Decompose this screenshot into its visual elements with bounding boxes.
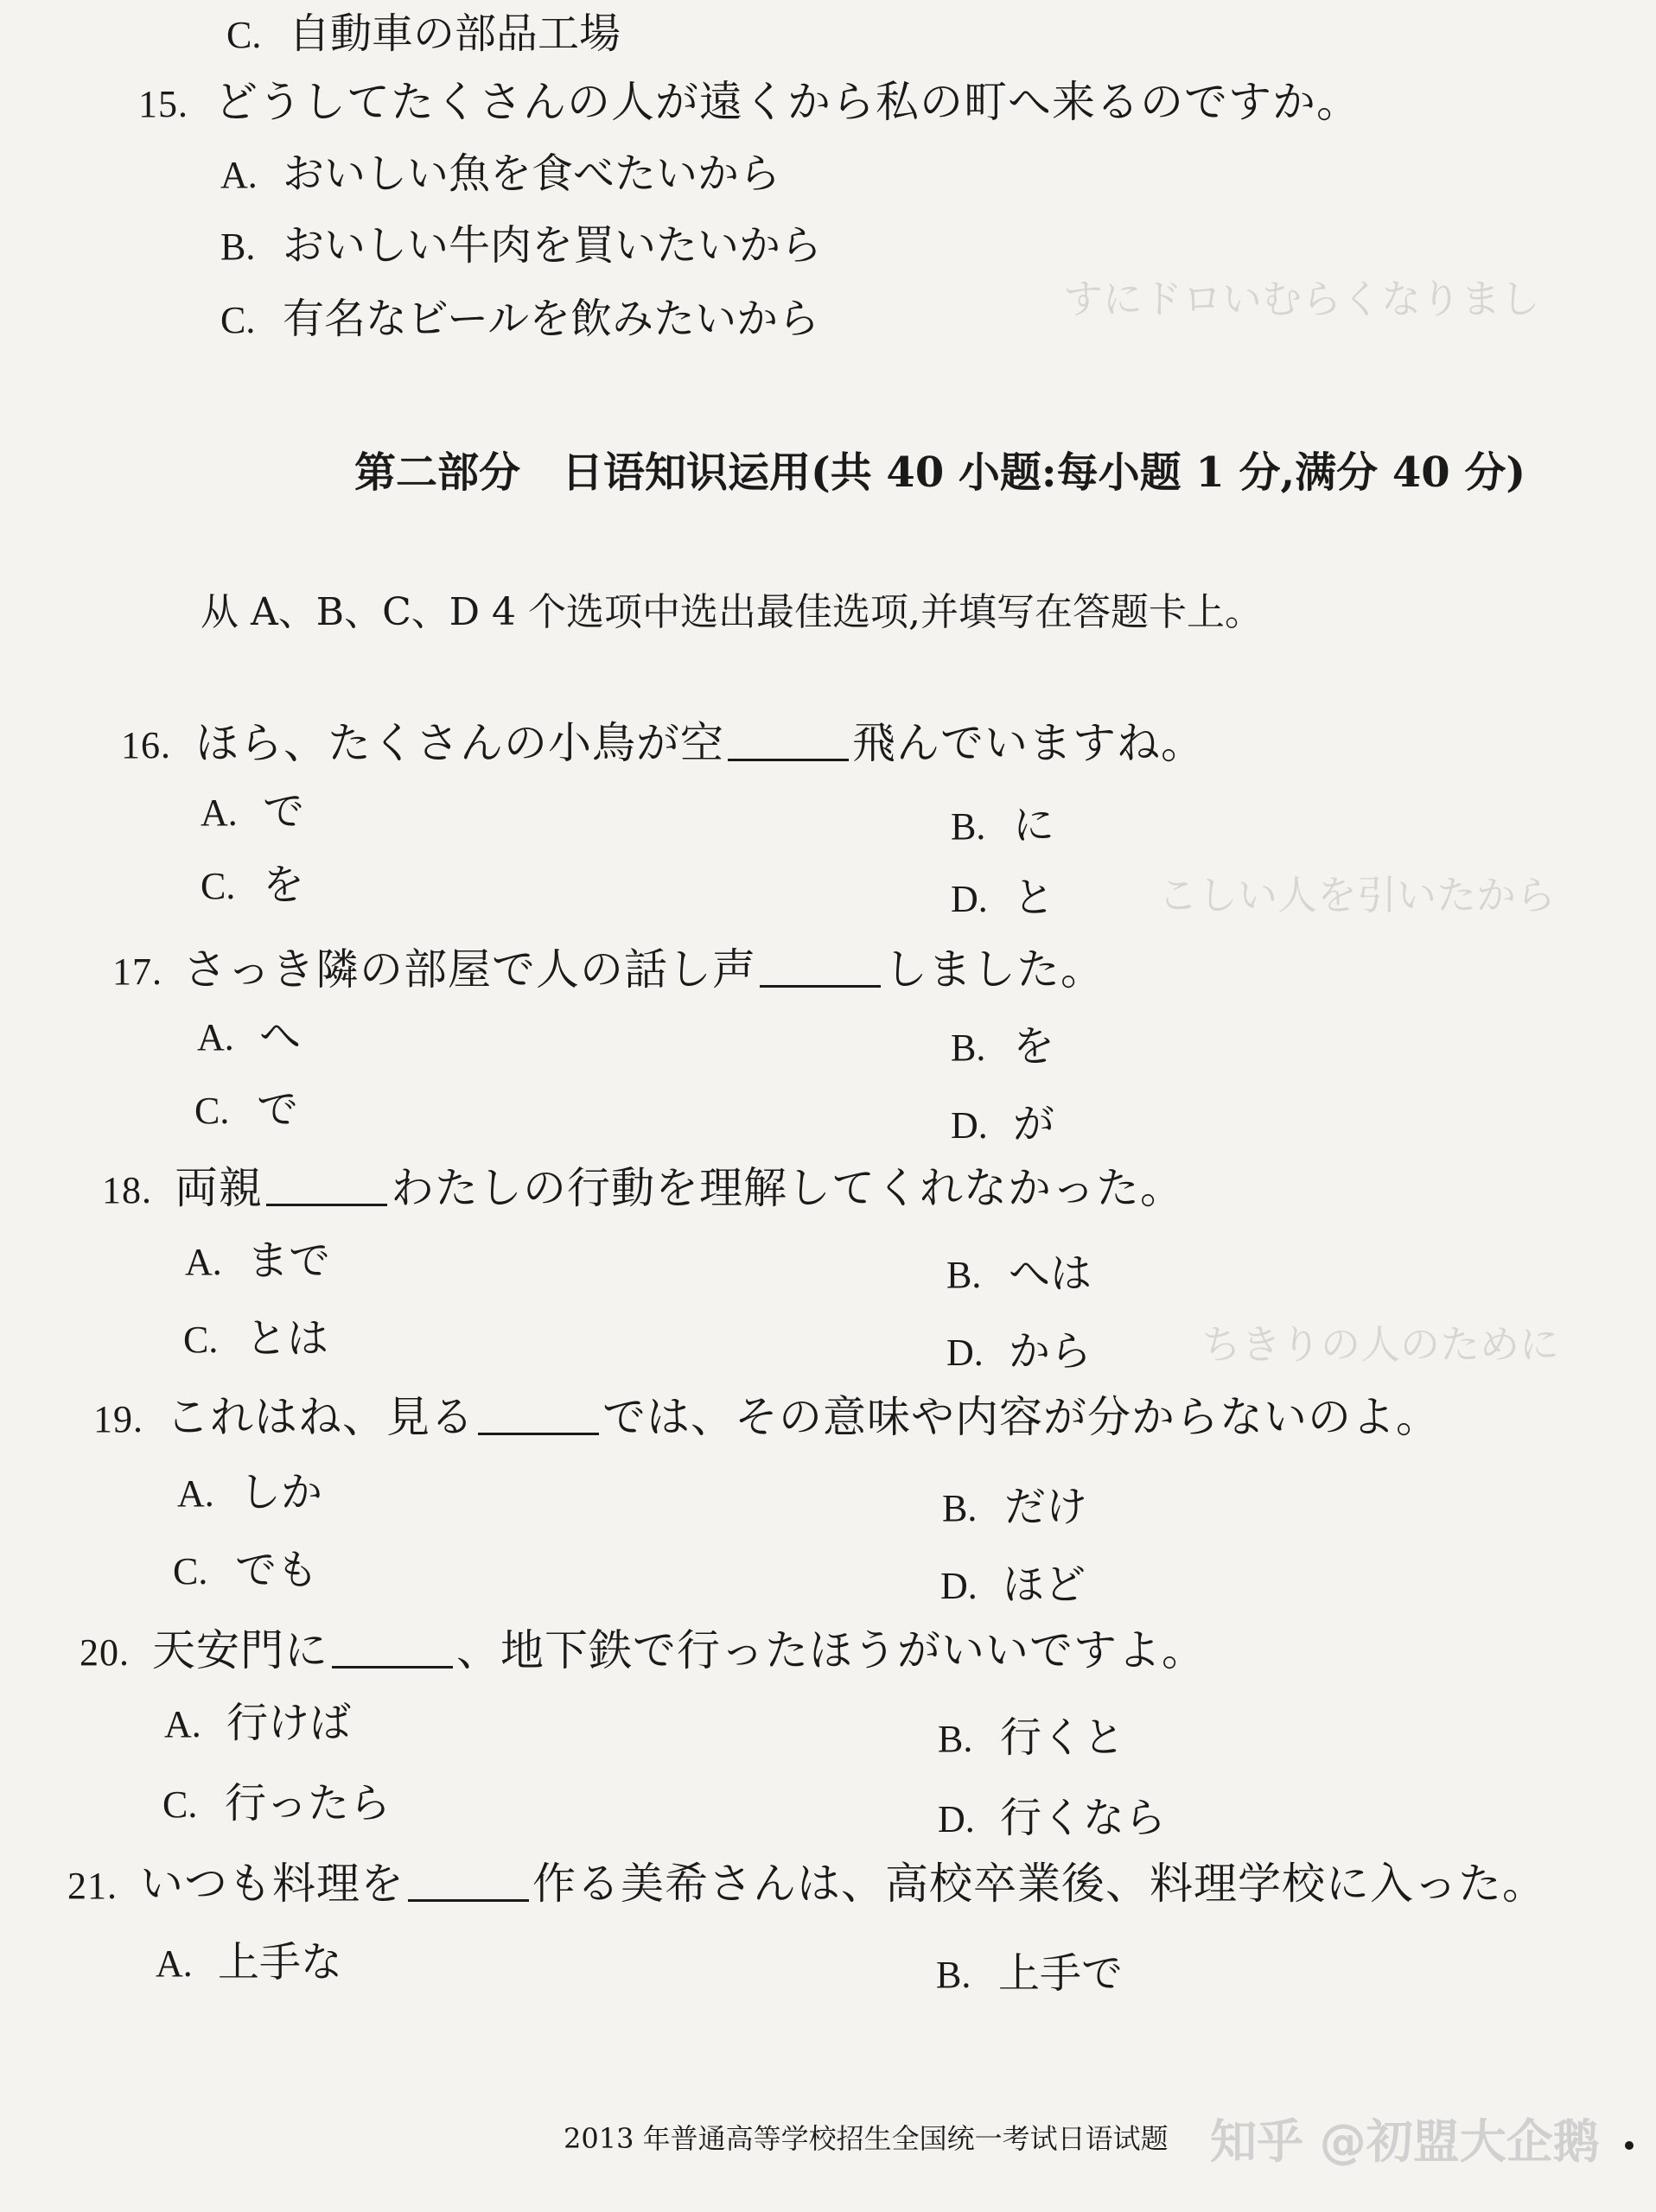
option-letter: C. xyxy=(173,1550,208,1592)
option-text: おいしい牛肉を買いたいから xyxy=(283,221,823,270)
option-letter: C. xyxy=(226,14,262,56)
exam-title-footer: 2013 年普通高等学校招生全国统一考试日语试题 xyxy=(564,2122,1169,2155)
question-text-after: 作る美希さんは、高校卒業後、料理学校に入った。 xyxy=(532,1859,1546,1909)
option-letter: D. xyxy=(951,878,988,920)
q19-option-d xyxy=(940,1551,1086,1611)
option-letter: B. xyxy=(936,1954,971,1996)
option-letter: C. xyxy=(220,299,256,341)
question-15 xyxy=(138,67,1360,130)
option-letter: A. xyxy=(201,791,238,834)
option-letter: B. xyxy=(938,1718,973,1760)
option-letter: C. xyxy=(183,1319,219,1361)
option-letter: C. xyxy=(201,865,236,907)
answer-blank xyxy=(266,1169,387,1206)
question-17 xyxy=(112,935,1105,997)
option-letter: B. xyxy=(220,226,256,268)
option-text: が xyxy=(1013,1100,1055,1148)
question-text-after: しました。 xyxy=(884,944,1105,995)
q20-option-b xyxy=(938,1704,1124,1764)
option-letter: A. xyxy=(197,1016,234,1058)
watermark: 知乎 @初盟大企鹅 xyxy=(1210,2114,1600,2169)
option-letter: A. xyxy=(220,154,258,196)
q16-option-c xyxy=(201,851,304,911)
option-text: 自動車の部品工場 xyxy=(289,10,621,58)
q18-option-a xyxy=(185,1227,330,1287)
option-letter: C. xyxy=(194,1090,230,1132)
q15-option-b xyxy=(220,212,822,271)
answer-blank xyxy=(760,950,881,988)
question-number: 15. xyxy=(138,83,188,125)
question-text: どうしてたくさんの人が遠くから私の町へ来るのですか。 xyxy=(214,77,1360,127)
question-18 xyxy=(102,1154,1184,1216)
option-text: ほど xyxy=(1003,1560,1086,1609)
q16-option-a xyxy=(201,778,304,837)
question-text-before: 天安門に xyxy=(152,1625,328,1675)
option-text: おいしい魚を食べたいから xyxy=(283,149,781,198)
q18-option-b xyxy=(946,1240,1092,1300)
question-text-after: 飛んでいますね。 xyxy=(852,718,1205,768)
answer-blank xyxy=(478,1398,599,1435)
option-text: 上手な xyxy=(218,1938,343,1986)
option-text: 有名なビールを飲みたいから xyxy=(283,295,820,343)
question-text-before: さっき隣の部屋で人の話し声 xyxy=(183,944,756,995)
option-letter: A. xyxy=(177,1472,214,1515)
option-letter: C. xyxy=(162,1783,198,1826)
option-text: を xyxy=(263,861,305,909)
bleed-through-text: すにドロいむらくなりまし xyxy=(1063,276,1540,322)
option-text: で xyxy=(257,1085,299,1134)
q20-option-d xyxy=(938,1784,1166,1844)
option-text: 行くなら xyxy=(1000,1794,1167,1842)
q18-option-c xyxy=(183,1305,328,1364)
option-text: へは xyxy=(1009,1249,1092,1298)
question-text-after: では、その意味や内容が分からないのよ。 xyxy=(602,1392,1440,1442)
option-text: 行ったら xyxy=(225,1779,392,1827)
option-letter: D. xyxy=(940,1565,978,1607)
section-instruction: 从 A、B、C、D 4 个选项中选出最佳选项,并填写在答题卡上。 xyxy=(201,590,1263,634)
question-text-after: わたしの行動を理解してくれなかった。 xyxy=(391,1163,1184,1213)
bleed-through-text: ちきりの人のために xyxy=(1201,1321,1559,1368)
option-letter: D. xyxy=(946,1332,984,1374)
q15-option-a xyxy=(220,140,780,200)
option-text: を xyxy=(1013,1022,1055,1071)
question-number: 20. xyxy=(80,1631,130,1674)
q20-option-a xyxy=(164,1689,351,1749)
option-letter: B. xyxy=(946,1254,982,1296)
q17-option-b xyxy=(951,1013,1054,1072)
option-text: とは xyxy=(245,1314,329,1363)
q19-option-a xyxy=(177,1459,322,1518)
question-20 xyxy=(80,1616,1206,1678)
option-text: と xyxy=(1013,874,1055,922)
option-text: 行くと xyxy=(1000,1713,1125,1762)
question-text-after: 、地下鉄で行ったほうがいいですよ。 xyxy=(456,1625,1206,1675)
question-number: 19. xyxy=(93,1398,143,1440)
question-number: 16. xyxy=(121,724,171,766)
question-text-before: これはね、見る xyxy=(166,1392,475,1442)
page-dot xyxy=(1625,2141,1634,2150)
question-16 xyxy=(121,709,1205,771)
option-text: 上手で xyxy=(998,1949,1124,1998)
question-21 xyxy=(67,1849,1546,1911)
q21-option-b xyxy=(936,1940,1123,1999)
question-number: 21. xyxy=(67,1865,118,1907)
option-letter: A. xyxy=(185,1241,222,1283)
option-letter: D. xyxy=(951,1104,988,1147)
option-text: へ xyxy=(259,1012,302,1060)
option-text: から xyxy=(1009,1327,1092,1376)
question-number: 18. xyxy=(102,1169,152,1211)
option-text: しか xyxy=(239,1468,323,1516)
option-text: まで xyxy=(247,1236,331,1285)
option-letter: B. xyxy=(951,805,986,848)
bleed-through-text: こしい人を引いたから xyxy=(1158,872,1556,918)
question-text-before: ほら、たくさんの小鳥が空 xyxy=(195,718,724,768)
q20-option-c xyxy=(162,1770,391,1829)
option-letter: A. xyxy=(156,1942,193,1985)
question-text-before: 両親 xyxy=(175,1163,263,1213)
option-text: で xyxy=(263,787,305,836)
option-text: だけ xyxy=(1004,1483,1088,1531)
q19-option-b xyxy=(942,1473,1087,1533)
option-letter: B. xyxy=(942,1487,978,1529)
option-letter: B. xyxy=(951,1027,986,1069)
q18-option-d xyxy=(946,1318,1092,1377)
answer-blank xyxy=(332,1631,453,1669)
q17-option-a xyxy=(197,1002,301,1062)
q19-option-c xyxy=(173,1536,318,1596)
q14-option-c xyxy=(226,0,621,60)
q16-option-b xyxy=(951,791,1054,851)
q15-option-c xyxy=(220,285,819,345)
question-19 xyxy=(93,1382,1440,1445)
option-text: に xyxy=(1013,801,1055,849)
option-letter: A. xyxy=(164,1703,201,1745)
answer-blank xyxy=(408,1865,529,1902)
section-title: 第二部分 日语知识运用(共 40 小题:每小题 1 分,满分 40 分) xyxy=(354,448,1526,497)
question-number: 17. xyxy=(112,950,162,993)
option-text: 行けば xyxy=(226,1699,352,1747)
q16-option-d xyxy=(951,864,1054,924)
q17-option-d xyxy=(951,1090,1054,1150)
q21-option-a xyxy=(156,1929,342,1988)
q17-option-c xyxy=(194,1076,298,1135)
option-text: でも xyxy=(235,1546,319,1594)
option-letter: D. xyxy=(938,1798,975,1840)
question-text-before: いつも料理を xyxy=(140,1859,404,1909)
answer-blank xyxy=(728,724,849,761)
